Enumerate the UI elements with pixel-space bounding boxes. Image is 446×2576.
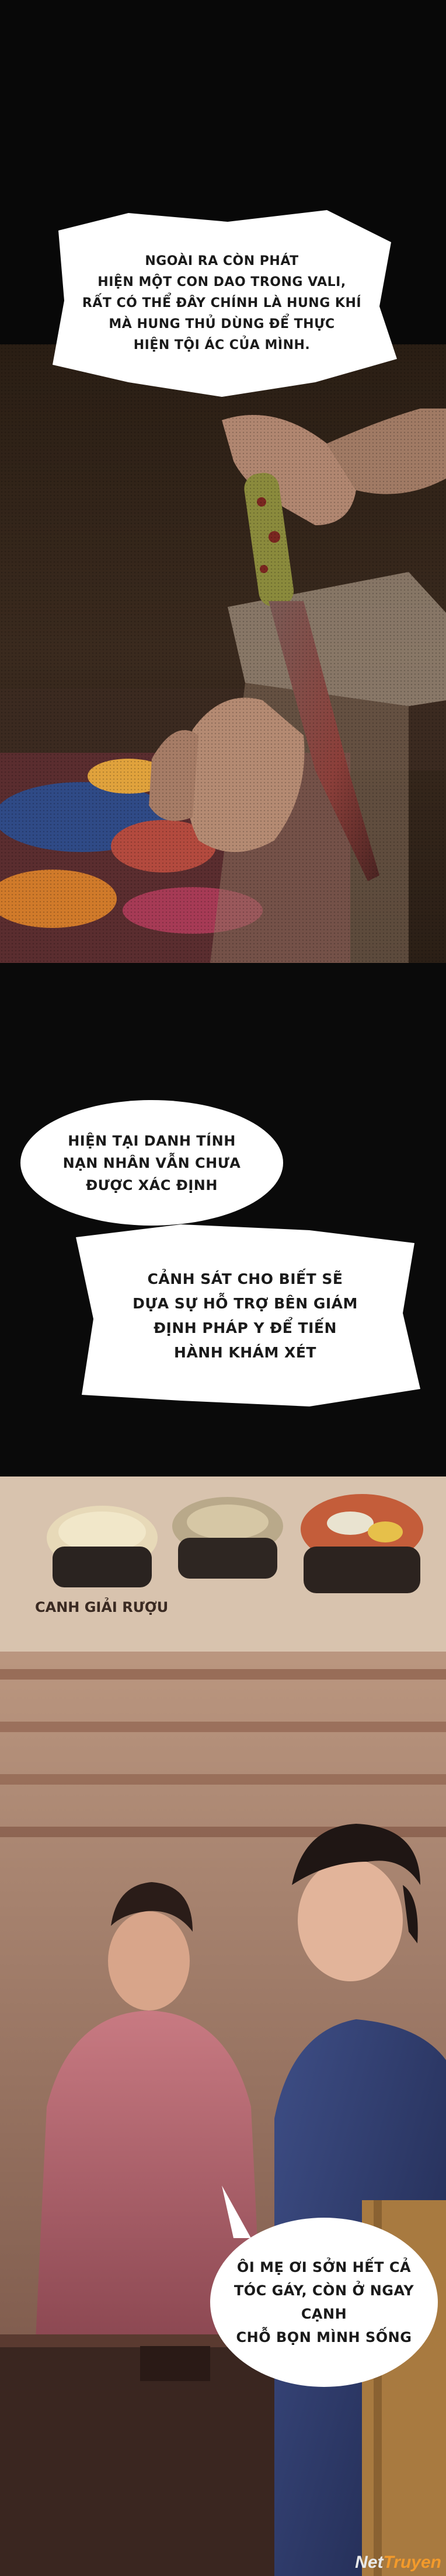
restaurant-scene-art bbox=[0, 1477, 446, 2576]
panel-restaurant bbox=[0, 1477, 446, 2576]
bubble-line: NẠN NHÂN VẪN CHƯA bbox=[62, 1154, 241, 1171]
bubble-tail bbox=[210, 2186, 257, 2238]
watermark-part-b: Truyen bbox=[383, 2553, 441, 2572]
bubble-line: MÀ HUNG THỦ DÙNG ĐỂ THỰC bbox=[109, 317, 335, 331]
bubble-line: CHỖ BỌN MÌNH SỐNG bbox=[236, 2329, 412, 2345]
bubble-line: HIỆN MỘT CON DAO TRONG VALI, bbox=[97, 275, 346, 289]
speech-bubble-victim-identity bbox=[20, 1100, 283, 1226]
bubble-line: TÓC GÁY, CÒN Ở NGAY CẠNH bbox=[234, 2282, 414, 2322]
bubble-line: ĐỊNH PHÁP Y ĐỂ TIẾN bbox=[154, 1320, 337, 1336]
speech-bubble-goosebumps bbox=[210, 2218, 438, 2387]
panel-narration bbox=[0, 963, 446, 1477]
bubble-line: HIỆN TỘI ÁC CỦA MÌNH. bbox=[133, 338, 311, 352]
speech-bubble-police-forensics bbox=[82, 1237, 409, 1395]
bubble-line: NGOÀI RA CÒN PHÁT bbox=[145, 254, 299, 268]
bubble-line: DỰA SỰ HỖ TRỢ BÊN GIÁM bbox=[133, 1295, 358, 1312]
bubble-line: ĐƯỢC XÁC ĐỊNH bbox=[86, 1177, 218, 1193]
bubble-line: ÔI MẸ ƠI SỞN HẾT CẢ bbox=[236, 2259, 412, 2275]
watermark-part-a: Net bbox=[355, 2553, 384, 2572]
panel-knife-evidence bbox=[0, 0, 446, 963]
speech-bubble-knife bbox=[58, 225, 385, 382]
bubble-line: RẤT CÓ THỂ ĐÂY CHÍNH LÀ HUNG KHÍ bbox=[82, 296, 362, 310]
menu-board-label: CANH GIẢI RƯỢU bbox=[35, 1599, 169, 1615]
watermark bbox=[355, 2553, 441, 2572]
bubble-line: CẢNH SÁT CHO BIẾT SẼ bbox=[147, 1270, 343, 1287]
bubble-line: HIỆN TẠI DANH TÍNH bbox=[68, 1132, 236, 1149]
knife-scene-art bbox=[0, 0, 446, 963]
bubble-line: HÀNH KHÁM XÉT bbox=[174, 1344, 316, 1361]
